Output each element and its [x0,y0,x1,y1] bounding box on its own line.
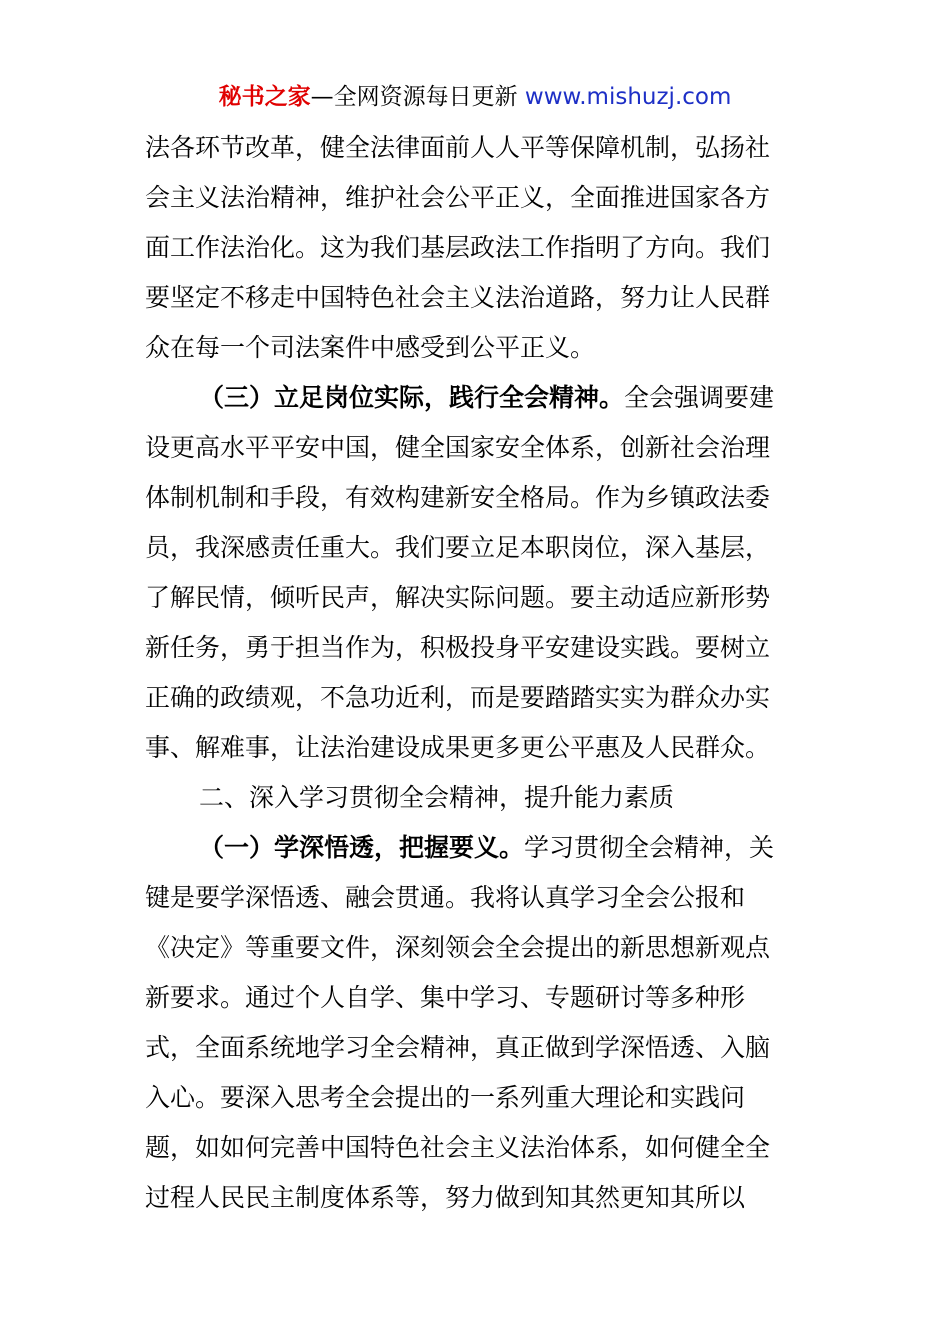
text-line: 众在每一个司法案件中感受到公平正义。 [145,333,596,362]
text-line: 了解民情，倾听民声，解决实际问题。要主动适应新形势 [145,583,771,612]
text-run: 学习贯彻全会精神，关 [524,833,775,862]
text-line: 式，全面系统地学习全会精神，真正做到学深悟透、入脑 [145,1033,771,1062]
text-line: 题，如如何完善中国特色社会主义法治体系，如何健全全 [145,1133,771,1162]
section-heading-3: （三）立足岗位实际，践行全会精神。 [199,383,625,412]
text-line: 面工作法治化。这为我们基层政法工作指明了方向。我们 [145,233,771,262]
text-line: 要坚定不移走中国特色社会主义法治道路，努力让人民群 [145,283,771,312]
document-body [145,123,807,1223]
header-brand: 秘书之家 [218,84,311,110]
text-run: 全会强调要建 [624,383,775,412]
text-line: 事、解难事，让法治建设成果更多更公平惠及人民群众。 [145,733,771,762]
section-heading-line [145,823,807,873]
text-line: 《决定》等重要文件，深刻领会全会提出的新思想新观点 [145,933,771,962]
text-line: 新要求。通过个人自学、集中学习、专题研讨等多种形 [145,983,746,1012]
page-header [0,80,950,114]
text-line: 新任务，勇于担当作为，积极投身平安建设实践。要树立 [145,633,771,662]
text-line: 过程人民民主制度体系等，努力做到知其然更知其所以 [145,1183,746,1212]
chapter-heading: 二、深入学习贯彻全会精神，提升能力素质 [199,783,675,812]
text-line: 员，我深感责任重大。我们要立足本职岗位，深入基层， [145,533,771,562]
text-line: 键是要学深悟透、融会贯通。我将认真学习全会公报和 [145,883,746,912]
text-line: 设更高水平平安中国，健全国家安全体系，创新社会治理 [145,433,771,462]
text-line: 入心。要深入思考全会提出的一系列重大理论和实践问 [145,1083,746,1112]
text-line: 体制机制和手段，有效构建新安全格局。作为乡镇政法委 [145,483,771,512]
header-tagline: —全网资源每日更新 [310,84,525,110]
text-line: 正确的政绩观，不急功近利，而是要踏踏实实为群众办实 [145,683,771,712]
text-line: 法各环节改革，健全法律面前人人平等保障机制，弘扬社 [145,133,771,162]
section-heading-1: （一）学深悟透，把握要义。 [199,833,525,862]
section-heading-line [145,373,807,423]
header-site-url[interactable]: www.mishuzj.com [524,84,732,110]
text-line: 会主义法治精神，维护社会公平正义，全面推进国家各方 [145,183,771,212]
